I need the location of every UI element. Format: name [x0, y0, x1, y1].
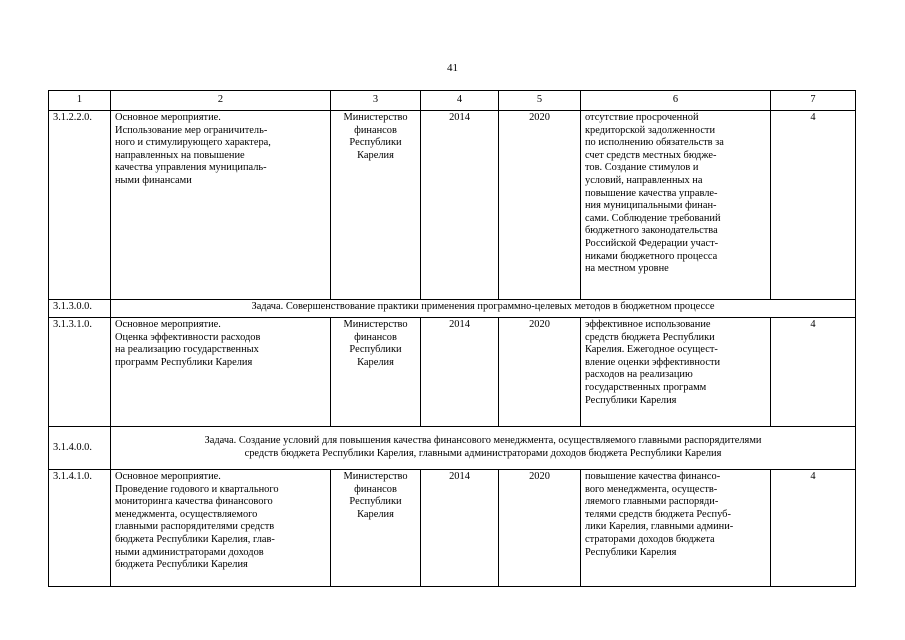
row-code: 3.1.2.2.0.	[49, 111, 111, 300]
header-cell: 2	[111, 91, 331, 111]
event-cell: Основное мероприятие. Проведение годового и квартального мониторинга качества финансового менеджмента, осуществляемого главными распорядителями средств бюджета Республики Карелия, глав- ными администраторами доходов бюджета Республики Карелия	[111, 470, 331, 587]
end-year: 2020	[499, 318, 581, 427]
row-code: 3.1.4.1.0.	[49, 470, 111, 587]
indicator-cell: 4	[771, 470, 856, 587]
indicator-cell: 4	[771, 318, 856, 427]
task-text: Задача. Создание условий для повышения качества финансового менеджмента, осуществляемого главными распорядителями средств бюджета Республики Карелия, главными администраторами доходов бюджета Республики Карелия	[111, 427, 856, 470]
start-year: 2014	[421, 111, 499, 300]
header-cell: 7	[771, 91, 856, 111]
start-year: 2014	[421, 318, 499, 427]
indicator-cell: 4	[771, 111, 856, 300]
end-year: 2020	[499, 111, 581, 300]
row-code: 3.1.3.1.0.	[49, 318, 111, 427]
event-cell: Основное мероприятие. Использование мер ограничитель- ного и стимулирующего характера, направленных на повышение качества управления муниципаль- ными финансами	[111, 111, 331, 300]
header-cell: 5	[499, 91, 581, 111]
header-cell: 3	[331, 91, 421, 111]
program-table	[48, 90, 856, 587]
row-code: 3.1.4.0.0.	[49, 427, 111, 470]
header-cell: 6	[581, 91, 771, 111]
executor-cell: Министерство финансов Республики Карелия	[331, 470, 421, 587]
table-row	[49, 318, 856, 427]
start-year: 2014	[421, 470, 499, 587]
table-row	[49, 470, 856, 587]
task-text: Задача. Совершенствование практики применения программно-целевых методов в бюджетном процессе	[111, 300, 856, 318]
header-cell: 1	[49, 91, 111, 111]
page-number: 41	[447, 62, 458, 74]
header-cell: 4	[421, 91, 499, 111]
result-cell: повышение качества финансо- вого менеджмента, осуществ- ляемого главными распоряди- телями средств бюджета Респуб- лики Карелия, главными админи- страторами доходов бюджета Республики Карелия	[581, 470, 771, 587]
result-cell: отсутствие просроченной кредиторской задолженности по исполнению обязательств за счет средств местных бюдже- тов. Создание стимулов и условий, направленных на повышение качества управле- ния муниципальными финан- сами. Соблюдение требований бюджетного законодательства Российской Федерации участ- никами бюджетного процесса на местном уровне	[581, 111, 771, 300]
task-row	[49, 300, 856, 318]
end-year: 2020	[499, 470, 581, 587]
row-code: 3.1.3.0.0.	[49, 300, 111, 318]
executor-cell: Министерство финансов Республики Карелия	[331, 318, 421, 427]
result-cell: эффективное использование средств бюджета Республики Карелия. Ежегодное осущест- вление оценки эффективности расходов на реализацию государственных программ Республики Карелия	[581, 318, 771, 427]
table-row	[49, 111, 856, 300]
executor-cell: Министерство финансов Республики Карелия	[331, 111, 421, 300]
header-row	[49, 91, 856, 111]
event-cell: Основное мероприятие. Оценка эффективности расходов на реализацию государственных программ Республики Карелия	[111, 318, 331, 427]
task-row	[49, 427, 856, 470]
